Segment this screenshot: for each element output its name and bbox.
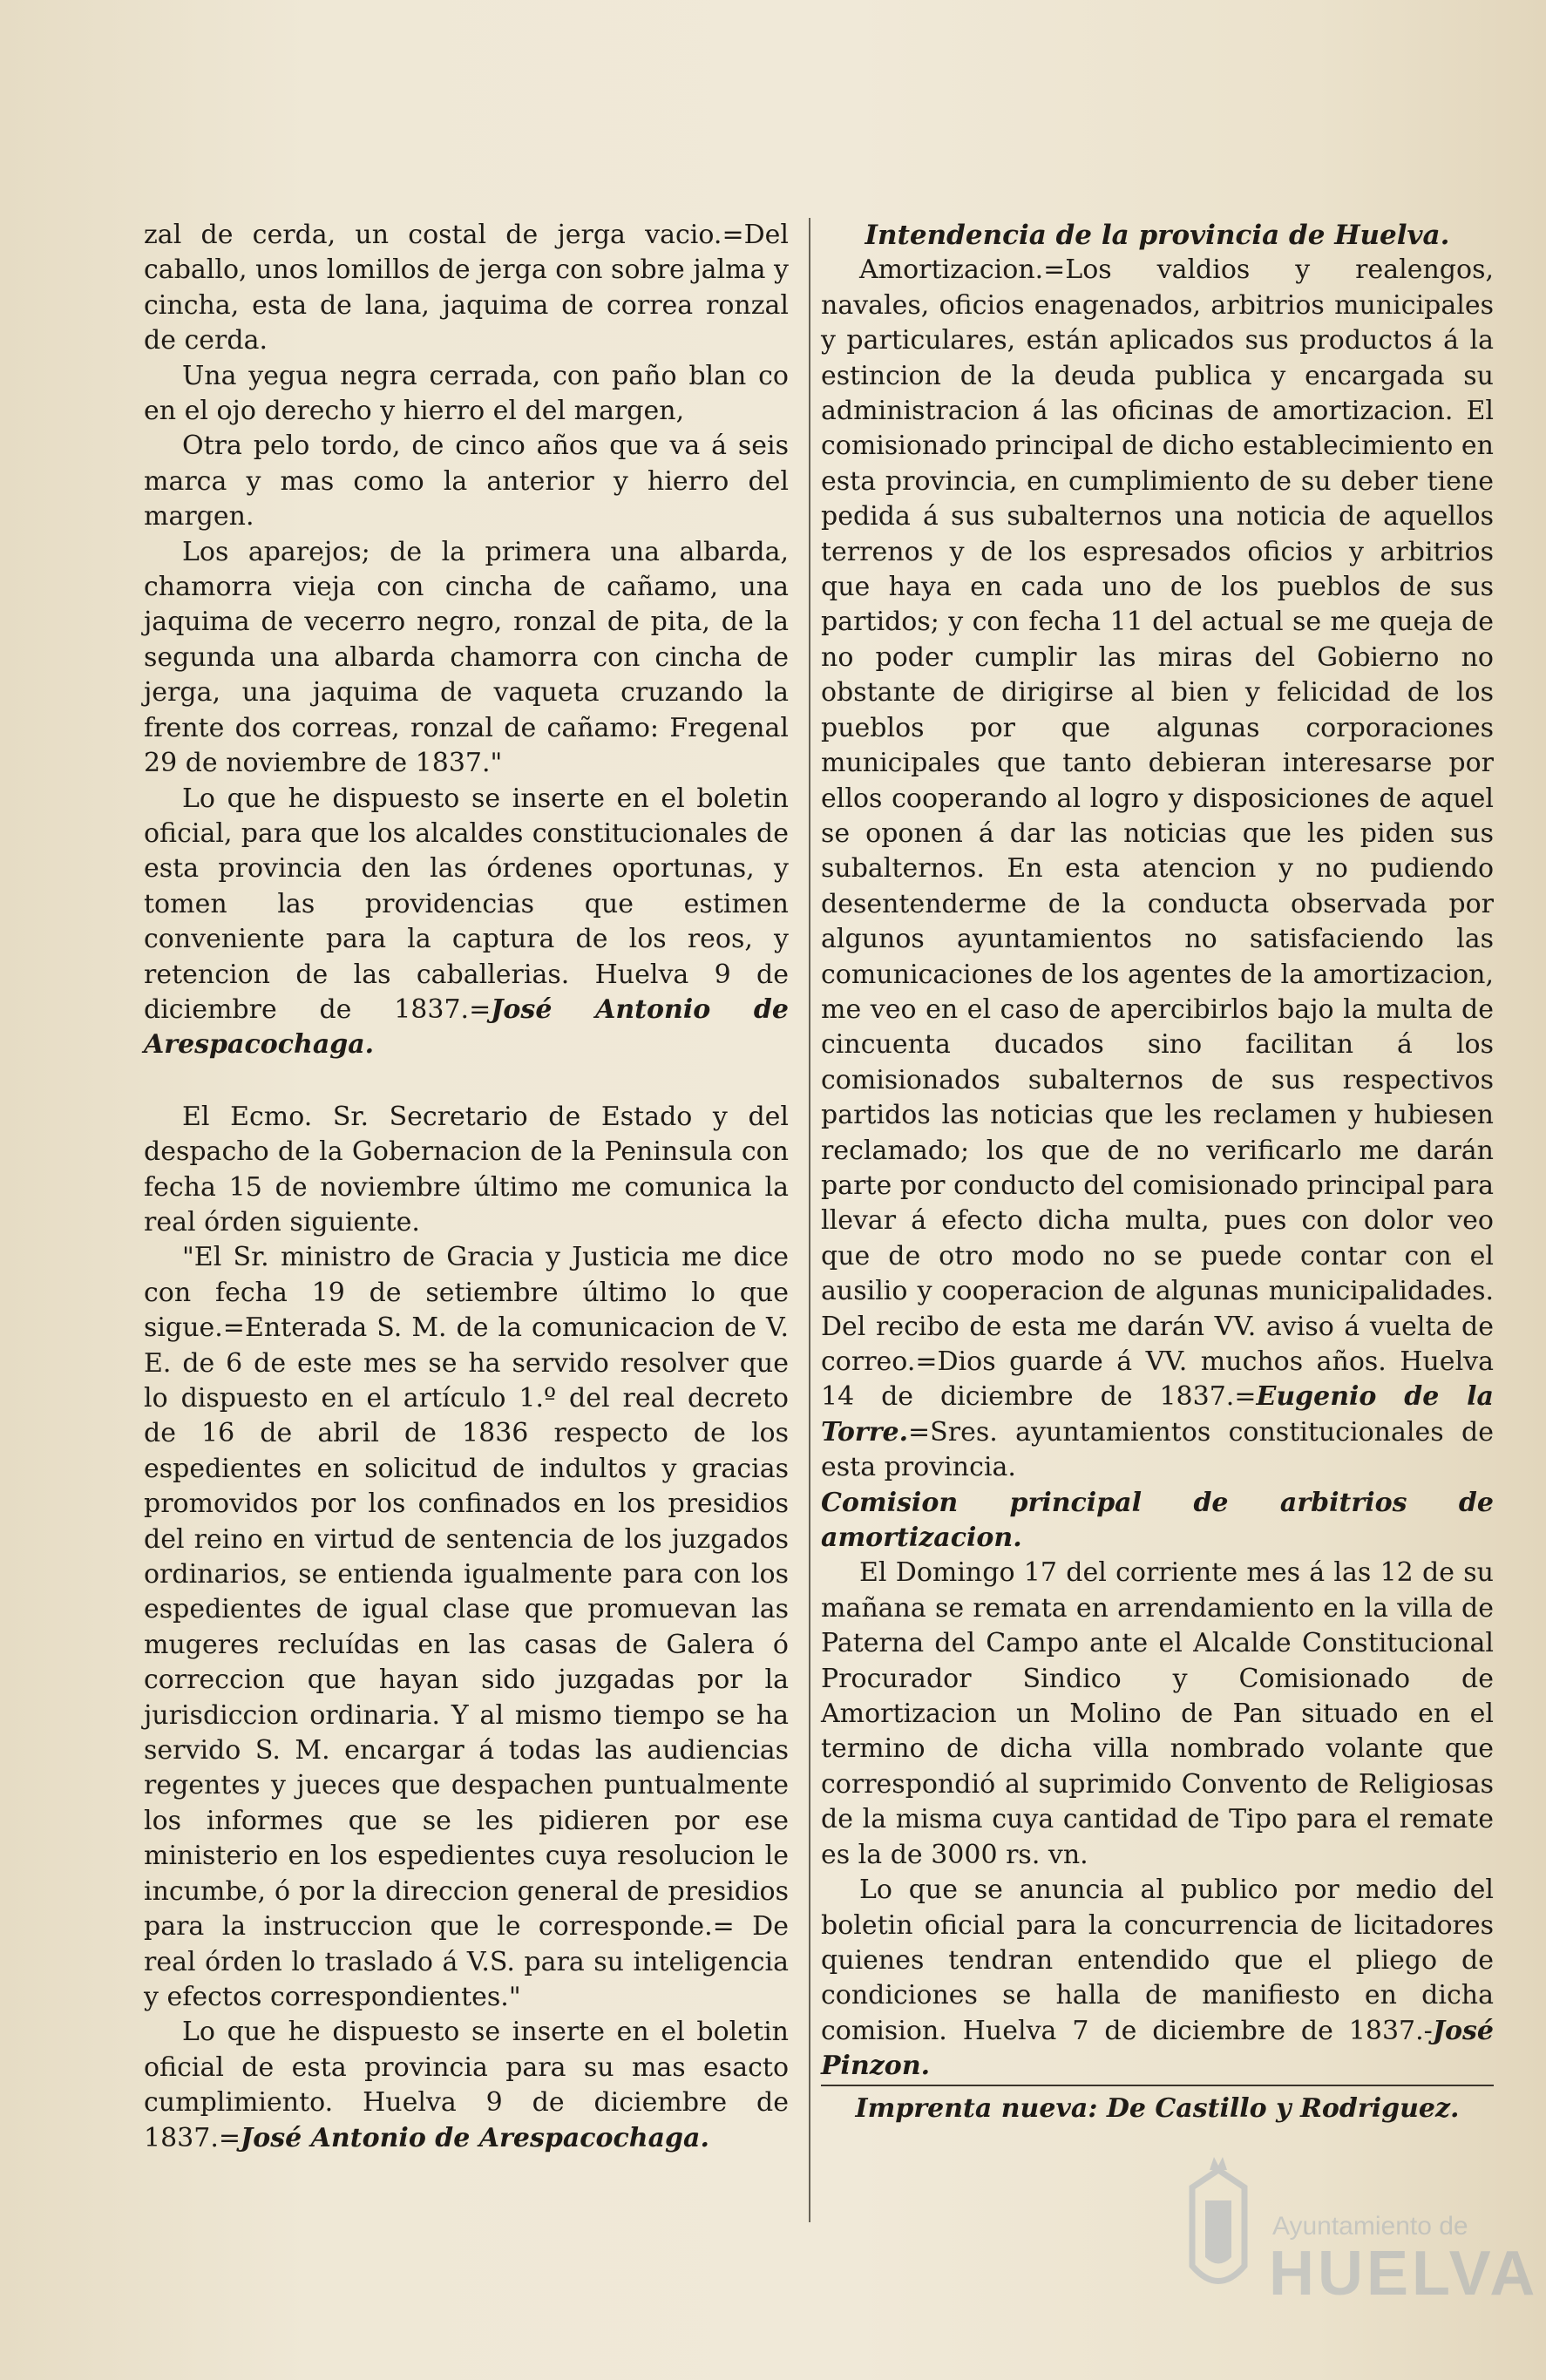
paragraph-text: Amortizacion.=Los valdios y realengos, navales, oficios enagenados, arbitrios municipales y particulares, están aplicados sus productos á la estincion de la deuda publica y encargada su administracion á las oficinas de amortizacion. El comisionado principal de dicho establecimiento en esta provincia, en cumplimiento de su deber tiene pedida á sus subalternos una noticia de aquellos terrenos y de los espresados oficios y arbitrios que haya en cada uno de los pueblos de sus partidos; y con fecha 11 del actual se me queja de no poder cumplir las miras del Gobierno no obstante de dirigirse al bien y felicidad de los pueblos por que algunas corporaciones municipales que tanto debieran interesarse por ellos cooperando al logro y disposiciones de aquel se oponen á dar las noticias que les piden sus subalternos. En esta atencion y no pudiendo desentenderme de la conducta observada por algunos ayuntamientos no satisfaciendo las comunicaciones de los agentes de la amortizacion, me veo en el caso de apercibirlos bajo la multa de cincuenta ducados sino facilitan á los comisionados subalternos de sus respectivos partidos las noticias que les reclamen y hubiesen reclamado; los que de no verificarlo me darán parte por conducto del comisionado principal para llevar á efecto dicha multa, pues con dolor veo que de otro modo no se puede contar con el ausilio y cooperacion de algunas municipalidades. Del recibo de esta me darán VV. aviso á vuelta de correo.=Dios guarde á VV. muchos años. Huelva 14 de diciembre de 1837.= — [821, 254, 1494, 1413]
paragraph — [144, 782, 789, 1063]
section-heading: Intendencia de la provincia de Huelva. — [865, 220, 1450, 251]
paragraph: zal de cerda, un costal de jerga vacio.=Del caballo, unos lomillos de jerga con sobre jalma y cincha, esta de lana, jaquima de correa ronzal de cerda. — [144, 220, 789, 356]
paragraph-text: =Sres. ayuntamientos constitucionales de esta provincia. — [821, 1416, 1494, 1483]
section-subheading: Comision principal de arbitrios de amortizacion. — [821, 1487, 1494, 1554]
watermark-top-text: Ayuntamiento de — [1272, 2212, 1468, 2241]
column-divider — [809, 218, 810, 2222]
paragraph: El Domingo 17 del corriente mes á las 12 de su mañana se remata en arrendamiento en la villa de Paterna del Campo ante el Alcalde Constitucional Procurador Sindico y Comisionado de Amortizacion un Molino de Pan situado en el termino de dicha villa nombrado volante que correspondió al suprimido Convento de Religiosas de la misma cuya cantidad de Tipo para el remate es la de 3000 rs. vn. — [821, 1557, 1494, 1870]
watermark-main-text: HUELVA — [1269, 2239, 1539, 2309]
printer-imprint: Imprenta nueva: De Castillo y Rodriguez. — [821, 2085, 1494, 2126]
right-column — [821, 218, 1494, 2126]
paragraph — [821, 1873, 1494, 2084]
paragraph: El Ecmo. Sr. Secretario de Estado y del despacho de la Gobernacion de la Peninsula con fecha 15 de noviembre último me comunica la real órden siguiente. — [144, 1101, 789, 1237]
paragraph: Los aparejos; de la primera una albarda, chamorra vieja con cincha de cañamo, una jaquima de vecerro negro, ronzal de pita, de la segunda una albarda chamorra con cincha de jerga, una jaquima de vaqueta cruzando la frente dos correas, ronzal de cañamo: Fregenal 29 de noviembre de 1837." — [144, 536, 789, 779]
signature: Eugenio de la Torre. — [821, 1381, 1494, 1448]
paragraph-text: Lo que he dispuesto se inserte en el boletin oficial, para que los alcaldes constitucionales de esta provincia den las órdenes oportunas, y tomen las providencias que estimen conveniente para la captura de los reos, y retencion de las caballerias. Huelva 9 de diciembre de 1837.= — [144, 783, 789, 1025]
paragraph: Otra pelo tordo, de cinco años que va á seis marca y mas como la anterior y hierro del margen. — [144, 431, 789, 532]
paragraph: Una yegua negra cerrada, con paño blan co en el ojo derecho y hierro el del margen, — [144, 360, 789, 427]
paragraph — [144, 2015, 789, 2156]
paragraph-text: Lo que he dispuesto se inserte en el boletin oficial de esta provincia para su mas esacto cumplimiento. Huelva 9 de diciembre de 1837.= — [144, 2017, 789, 2153]
signature: José Antonio de Arespacochaga. — [241, 2122, 709, 2153]
left-column — [144, 218, 789, 2156]
ayuntamiento-watermark-logo — [1175, 2126, 1539, 2353]
paragraph-text: Lo que se anuncia al publico por medio del boletin oficial para la concurrencia de licitadores quienes tendran entendido que el pliego de condiciones se halla de manifiesto en dicha comision. Huelva 7 de diciembre de 1837.- — [821, 1875, 1494, 2046]
crest-icon — [1175, 2135, 1262, 2309]
paragraph: "El Sr. ministro de Gracia y Justicia me dice con fecha 19 de setiembre último lo que sigue.=Enterada S. M. de la comunicacion de V. E. de 6 de este mes se ha servido resolver que lo dispuesto en el artículo 1.º del real decreto de 16 de abril de 1836 respecto de los espedientes en solicitud de indultos y gracias promovidos por los confinados en los presidios del reino en virtud de sentencia de los juzgados ordinarios, se entienda igualmente para con los espedientes de igual clase que promuevan las mugeres recluídas en las casas de Galera ó correccion que hayan sido juzgadas por la jurisdiccion ordinaria. Y al mismo tiempo se ha servido S. M. encargar á todas las audiencias regentes y jueces que despachen puntualmente los informes que se les pidieren por ese ministerio en los espedientes cuya resolucion le incumbe, ó por la direccion general de presidios para la instruccion que le corresponde.= De real órden lo traslado á V.S. para su inteligencia y efectos correspondientes." — [144, 1242, 789, 2012]
signature: José Antonio de Arespacochaga. — [144, 993, 789, 1061]
signature: José Pinzon. — [821, 2015, 1494, 2082]
paragraph — [821, 253, 1494, 1485]
